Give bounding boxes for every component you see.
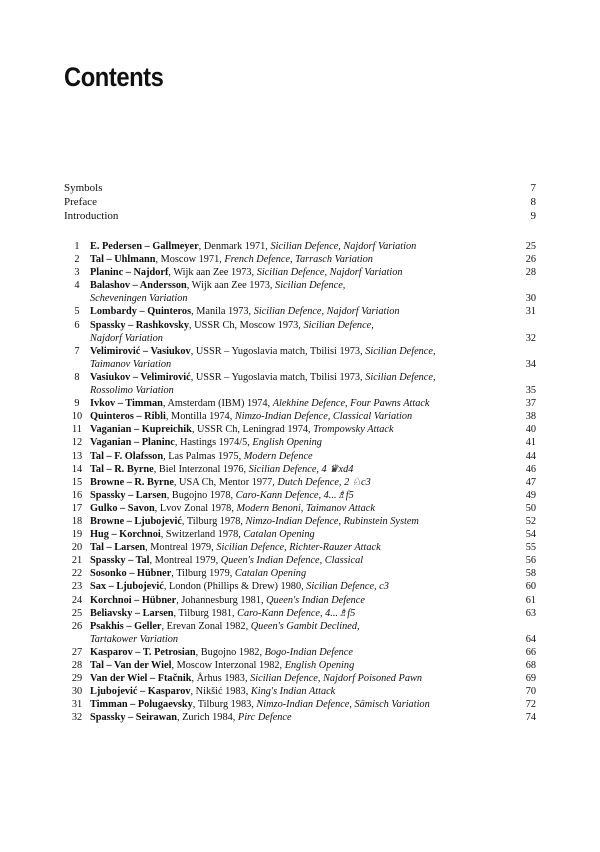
front-matter-entry xyxy=(64,181,536,195)
game-players: Korchnoi – Hübner xyxy=(90,594,177,606)
page-title: Contents xyxy=(64,62,164,92)
game-page-number: 55 xyxy=(525,542,536,554)
game-opening: Queen's Indian Defence xyxy=(266,594,365,606)
game-entry xyxy=(64,515,536,528)
game-opening: Catalan Opening xyxy=(234,568,307,580)
game-number: 17 xyxy=(71,502,83,514)
entry-page-number: 9 xyxy=(530,210,536,222)
game-players: Spassky – Rashkovsky xyxy=(90,319,190,331)
game-event: , Zurich 1984, xyxy=(176,712,238,724)
game-line xyxy=(90,580,506,593)
game-event: , USSR – Yugoslavia match, Tbilisi 1973, xyxy=(190,371,366,383)
game-entry xyxy=(64,711,536,724)
game-number: 19 xyxy=(71,529,83,541)
game-description xyxy=(90,659,506,672)
game-description xyxy=(90,594,506,607)
game-event: , Amsterdam (IBM) 1974, xyxy=(162,398,273,410)
game-line xyxy=(90,476,506,489)
game-event: , Las Palmas 1975, xyxy=(163,450,244,462)
game-description xyxy=(90,345,506,371)
game-description xyxy=(90,620,506,646)
game-description xyxy=(90,554,506,567)
game-description xyxy=(90,502,506,515)
game-entry xyxy=(64,253,536,266)
game-line xyxy=(90,319,506,332)
game-opening: Sicilian Defence, xyxy=(275,280,346,292)
game-page-number: 69 xyxy=(525,673,536,685)
game-entry xyxy=(64,672,536,685)
game-page-number: 63 xyxy=(525,607,536,619)
game-opening: English Opening xyxy=(284,660,355,671)
game-line xyxy=(90,463,506,476)
game-event: , Denmark 1971, xyxy=(198,241,271,252)
game-number: 26 xyxy=(71,620,83,632)
game-opening-continued: Scheveningen Variation xyxy=(90,293,188,305)
game-description xyxy=(90,436,506,449)
game-players: Browne – R. Byrne xyxy=(90,476,174,488)
game-players: Balashov – Andersson xyxy=(90,280,187,292)
game-opening: English Opening xyxy=(252,437,322,449)
game-number: 9 xyxy=(74,398,80,410)
game-line xyxy=(90,554,506,567)
game-players: Hug – Korchnoi xyxy=(90,529,161,541)
game-number: 20 xyxy=(71,542,83,554)
game-entry xyxy=(64,279,536,305)
entry-label: Preface xyxy=(64,196,97,208)
game-description xyxy=(90,698,506,711)
game-entry xyxy=(64,436,536,449)
game-opening: Sicilian Defence, Richter-Rauzer Attack xyxy=(216,542,381,554)
game-players: Spassky – Larsen xyxy=(90,489,167,501)
game-page-number: 60 xyxy=(525,581,536,593)
game-event: , Nikšić 1983, xyxy=(190,686,251,698)
game-entry xyxy=(64,410,536,423)
game-entry xyxy=(64,607,536,620)
game-event: , USSR Ch, Leningrad 1974, xyxy=(191,424,314,436)
game-page-number: 58 xyxy=(525,568,536,580)
game-players: Sax – Ljubojević xyxy=(90,581,164,593)
game-event: , USSR – Yugoslavia match, Tbilisi 1973, xyxy=(190,345,366,357)
front-matter-entry xyxy=(64,195,536,209)
game-event: , Moscow Interzonal 1982, xyxy=(171,660,285,671)
game-entry xyxy=(64,423,536,436)
game-number: 24 xyxy=(71,594,83,606)
game-event: , Bugojno 1978, xyxy=(166,489,236,501)
game-opening-continued: Najdorf Variation xyxy=(90,332,163,344)
game-players: Tal – Larsen xyxy=(90,542,146,554)
game-page-number: 47 xyxy=(525,476,536,488)
game-line xyxy=(90,607,506,620)
game-line xyxy=(90,397,506,410)
game-event: , Tilburg 1979, xyxy=(171,568,235,580)
game-description xyxy=(90,305,506,318)
game-event: , Lvov Zonal 1978, xyxy=(154,502,237,514)
game-page-number: 54 xyxy=(525,529,536,541)
game-number: 12 xyxy=(71,437,83,449)
game-players: Tal – Van der Wiel xyxy=(90,660,172,671)
game-players: Tal – Uhlmann xyxy=(90,254,156,266)
game-number: 31 xyxy=(71,699,83,711)
game-line xyxy=(90,541,506,554)
game-entry xyxy=(64,319,536,345)
game-line xyxy=(90,698,506,711)
game-number: 15 xyxy=(71,476,83,488)
game-entry xyxy=(64,528,536,541)
game-description xyxy=(90,279,506,305)
game-opening: Modern Benoni, Taimanov Attack xyxy=(236,502,375,514)
game-number: 32 xyxy=(71,712,83,724)
game-event: , Biel Interzonal 1976, xyxy=(153,463,249,475)
game-entry xyxy=(64,554,536,567)
game-opening: Sicilian Defence, Najdorf Variation xyxy=(253,306,400,318)
game-number: 28 xyxy=(71,660,83,671)
game-description xyxy=(90,266,506,279)
game-description xyxy=(90,541,506,554)
game-players: Kasparov – T. Petrosian xyxy=(90,646,196,658)
game-page-number: 50 xyxy=(525,502,536,514)
game-line xyxy=(90,659,506,672)
game-number: 14 xyxy=(71,463,83,475)
game-description xyxy=(90,410,506,423)
game-description xyxy=(90,319,506,345)
game-event: , Bugojno 1982, xyxy=(195,646,265,658)
game-description xyxy=(90,253,506,266)
game-entry xyxy=(64,463,536,476)
game-number: 6 xyxy=(74,319,80,331)
game-opening: Catalan Opening xyxy=(243,529,315,541)
game-entry xyxy=(64,266,536,279)
game-page-number: 49 xyxy=(525,489,536,501)
game-line xyxy=(90,253,506,266)
game-number: 11 xyxy=(72,424,82,436)
game-players: Tal – F. Olafsson xyxy=(90,450,164,462)
game-line xyxy=(90,620,506,633)
game-page-number: 26 xyxy=(525,254,536,266)
game-page-number: 35 xyxy=(525,385,536,397)
game-event: , Hastings 1974/5, xyxy=(174,437,253,449)
game-page-number: 70 xyxy=(525,686,536,698)
game-line xyxy=(90,515,506,528)
game-description xyxy=(90,685,506,698)
game-entry xyxy=(64,594,536,607)
entry-page-number: 7 xyxy=(530,182,536,194)
game-page-number: 68 xyxy=(525,660,536,671)
game-players: Planinc – Najdorf xyxy=(90,267,169,279)
game-opening: King's Indian Attack xyxy=(250,686,336,698)
game-entry xyxy=(64,620,536,646)
game-number: 13 xyxy=(71,450,83,462)
game-entry xyxy=(64,567,536,580)
game-opening: Queen's Gambit Declined, xyxy=(250,620,360,632)
game-description xyxy=(90,580,506,593)
game-event: , Tilburg 1983, xyxy=(192,699,257,711)
game-entry xyxy=(64,489,536,502)
game-entry xyxy=(64,371,536,397)
game-line xyxy=(90,436,506,449)
game-description xyxy=(90,646,506,659)
game-entry xyxy=(64,305,536,318)
game-description xyxy=(90,476,506,489)
game-description xyxy=(90,463,506,476)
game-line xyxy=(90,567,506,580)
game-number: 29 xyxy=(71,673,83,685)
game-entry xyxy=(64,646,536,659)
game-page-number: 41 xyxy=(525,437,536,449)
game-event: , Moscow 1971, xyxy=(155,254,225,266)
game-players: Velimirović – Vasiukov xyxy=(90,345,191,357)
game-entry xyxy=(64,580,536,593)
game-entry xyxy=(64,476,536,489)
game-players: Browne – Ljubojević xyxy=(90,515,182,527)
game-event: , Johannesburg 1981, xyxy=(176,594,267,606)
game-description xyxy=(90,607,506,620)
game-entry xyxy=(64,659,536,672)
game-page-number: 37 xyxy=(525,398,536,410)
game-opening: Queen's Indian Defence, Classical xyxy=(220,555,364,567)
game-number: 25 xyxy=(71,607,83,619)
game-players: Vaganian – Kupreichik xyxy=(90,424,192,436)
game-line xyxy=(90,646,506,659)
game-page-number: 56 xyxy=(525,555,536,567)
game-page-number: 38 xyxy=(525,411,536,423)
game-line xyxy=(90,345,506,358)
entry-label: Symbols xyxy=(64,182,103,194)
game-description xyxy=(90,450,506,463)
game-number: 18 xyxy=(71,515,83,527)
game-opening: Caro-Kann Defence, 4...♗f5 xyxy=(237,607,356,619)
game-event: , Århus 1983, xyxy=(191,673,251,685)
game-page-number: 44 xyxy=(525,450,536,462)
game-number: 2 xyxy=(74,254,80,266)
game-number: 16 xyxy=(71,489,83,501)
game-event: , London (Phillips & Drew) 1980, xyxy=(163,581,307,593)
game-number: 5 xyxy=(74,306,80,318)
game-opening: Nimzo-Indian Defence, Sämisch Variation xyxy=(256,699,430,711)
game-opening: Sicilian Defence, c3 xyxy=(306,581,389,593)
entry-page-number: 8 xyxy=(530,196,536,208)
game-number: 30 xyxy=(71,686,83,698)
game-entry xyxy=(64,698,536,711)
game-event: , Switzerland 1978, xyxy=(160,529,244,541)
game-entry xyxy=(64,685,536,698)
game-opening: Trompowsky Attack xyxy=(313,424,394,436)
game-line xyxy=(90,240,506,253)
game-opening: Caro-Kann Defence, 4...♗f5 xyxy=(235,489,354,501)
game-event: , Manila 1973, xyxy=(191,306,254,318)
game-entry xyxy=(64,397,536,410)
front-matter-list xyxy=(64,181,536,223)
game-number: 10 xyxy=(71,411,83,423)
game-players: Ljubojević – Kasparov xyxy=(90,686,191,698)
game-page-number: 32 xyxy=(525,332,536,344)
game-line xyxy=(90,266,506,279)
game-event: , Wijk aan Zee 1973, xyxy=(168,267,257,279)
game-event: , USA Ch, Mentor 1977, xyxy=(173,476,278,488)
game-description xyxy=(90,672,506,685)
game-event: , Montreal 1979, xyxy=(149,555,221,567)
game-description xyxy=(90,711,506,724)
game-opening-continued: Tartakower Variation xyxy=(90,633,179,645)
game-description xyxy=(90,528,506,541)
game-players: Vaganian – Planinc xyxy=(90,437,175,449)
game-page-number: 34 xyxy=(525,358,536,370)
game-page-number: 61 xyxy=(525,594,536,606)
game-description xyxy=(90,240,506,253)
game-page-number: 72 xyxy=(525,699,536,711)
game-opening: Dutch Defence, 2 ♘c3 xyxy=(277,476,371,488)
game-players: Psakhis – Geller xyxy=(90,620,162,632)
game-number: 7 xyxy=(74,345,80,357)
game-entry xyxy=(64,541,536,554)
game-entry xyxy=(64,345,536,371)
entry-label: Introduction xyxy=(64,210,119,222)
game-page-number: 30 xyxy=(525,293,536,305)
game-page-number: 25 xyxy=(525,241,536,252)
game-line xyxy=(90,685,506,698)
game-line xyxy=(90,594,506,607)
game-players: Sosonko – Hübner xyxy=(90,568,172,580)
game-line xyxy=(90,489,506,502)
game-players: E. Pedersen – Gallmeyer xyxy=(90,241,199,252)
game-page-number: 52 xyxy=(525,515,536,527)
game-opening: Sicilian Defence, 4 ♛xd4 xyxy=(248,463,354,475)
game-opening: Sicilian Defence, xyxy=(365,345,436,357)
game-entry xyxy=(64,502,536,515)
game-page-number: 64 xyxy=(525,633,536,645)
game-opening: Sicilian Defence, Najdorf Poisoned Pawn xyxy=(250,673,422,685)
games-list xyxy=(64,240,536,724)
game-opening: Pirc Defence xyxy=(237,712,292,724)
game-players: Van der Wiel – Ftačnik xyxy=(90,673,192,685)
game-number: 8 xyxy=(74,371,80,383)
game-number: 22 xyxy=(71,568,83,580)
game-opening-continued: Rossolimo Variation xyxy=(90,385,174,397)
game-page-number: 46 xyxy=(525,463,536,475)
game-event: , Montreal 1979, xyxy=(145,542,217,554)
game-number: 1 xyxy=(74,241,80,252)
game-page-number: 28 xyxy=(525,267,536,279)
game-page-number: 66 xyxy=(525,646,536,658)
game-opening: French Defence, Tarrasch Variation xyxy=(224,254,373,266)
game-opening-continued: Taimanov Variation xyxy=(90,358,172,370)
game-players: Vasiukov – Velimirović xyxy=(90,371,191,383)
game-event: , Tilburg 1978, xyxy=(181,515,246,527)
game-line xyxy=(90,371,506,384)
game-page-number: 31 xyxy=(525,306,536,318)
game-line xyxy=(90,450,506,463)
game-page-number: 40 xyxy=(525,424,536,436)
game-description xyxy=(90,489,506,502)
game-opening: Sicilian Defence, xyxy=(365,371,436,383)
game-players: Timman – Polugaevsky xyxy=(90,699,193,711)
game-event: , USSR Ch, Moscow 1973, xyxy=(189,319,304,331)
game-line xyxy=(90,279,506,292)
game-line xyxy=(90,502,506,515)
game-number: 4 xyxy=(74,280,80,292)
game-line xyxy=(90,305,506,318)
game-opening: Sicilian Defence, Najdorf Variation xyxy=(270,241,417,252)
game-players: Ivkov – Timman xyxy=(90,398,163,410)
game-opening: Nimzo-Indian Defence, Rubinstein System xyxy=(245,515,419,527)
game-line xyxy=(90,711,506,724)
game-number: 27 xyxy=(71,646,83,658)
game-opening: Sicilian Defence, xyxy=(303,319,374,331)
game-description xyxy=(90,371,506,397)
game-opening: Modern Defence xyxy=(243,450,313,462)
game-event: , Montilla 1974, xyxy=(165,411,235,423)
game-line xyxy=(90,410,506,423)
game-players: Gulko – Savon xyxy=(90,502,155,514)
game-entry xyxy=(64,240,536,253)
game-description xyxy=(90,397,506,410)
game-players: Quinteros – Ribli xyxy=(90,411,166,423)
game-players: Spassky – Seirawan xyxy=(90,712,177,724)
game-page-number: 74 xyxy=(525,712,536,724)
front-matter-entry xyxy=(64,209,536,223)
game-event: , Wijk aan Zee 1973, xyxy=(186,280,276,292)
game-players: Spassky – Tal xyxy=(90,555,150,567)
game-opening: Nimzo-Indian Defence, Classical Variation xyxy=(234,411,413,423)
game-description xyxy=(90,567,506,580)
game-opening: Sicilian Defence, Najdorf Variation xyxy=(256,267,403,279)
game-opening: Bogo-Indian Defence xyxy=(264,646,353,658)
game-players: Tal – R. Byrne xyxy=(90,463,154,475)
game-line xyxy=(90,672,506,685)
game-players: Lombardy – Quinteros xyxy=(90,306,192,318)
game-entry xyxy=(64,450,536,463)
game-event: , Erevan Zonal 1982, xyxy=(161,620,251,632)
game-number: 21 xyxy=(71,555,83,567)
game-opening: Alekhine Defence, Four Pawns Attack xyxy=(272,398,430,410)
game-description xyxy=(90,515,506,528)
game-description xyxy=(90,423,506,436)
game-line xyxy=(90,528,506,541)
game-players: Beliavsky – Larsen xyxy=(90,607,174,619)
game-number: 23 xyxy=(71,581,83,593)
game-event: , Tilburg 1981, xyxy=(173,607,238,619)
game-number: 3 xyxy=(74,267,80,279)
game-line xyxy=(90,423,506,436)
